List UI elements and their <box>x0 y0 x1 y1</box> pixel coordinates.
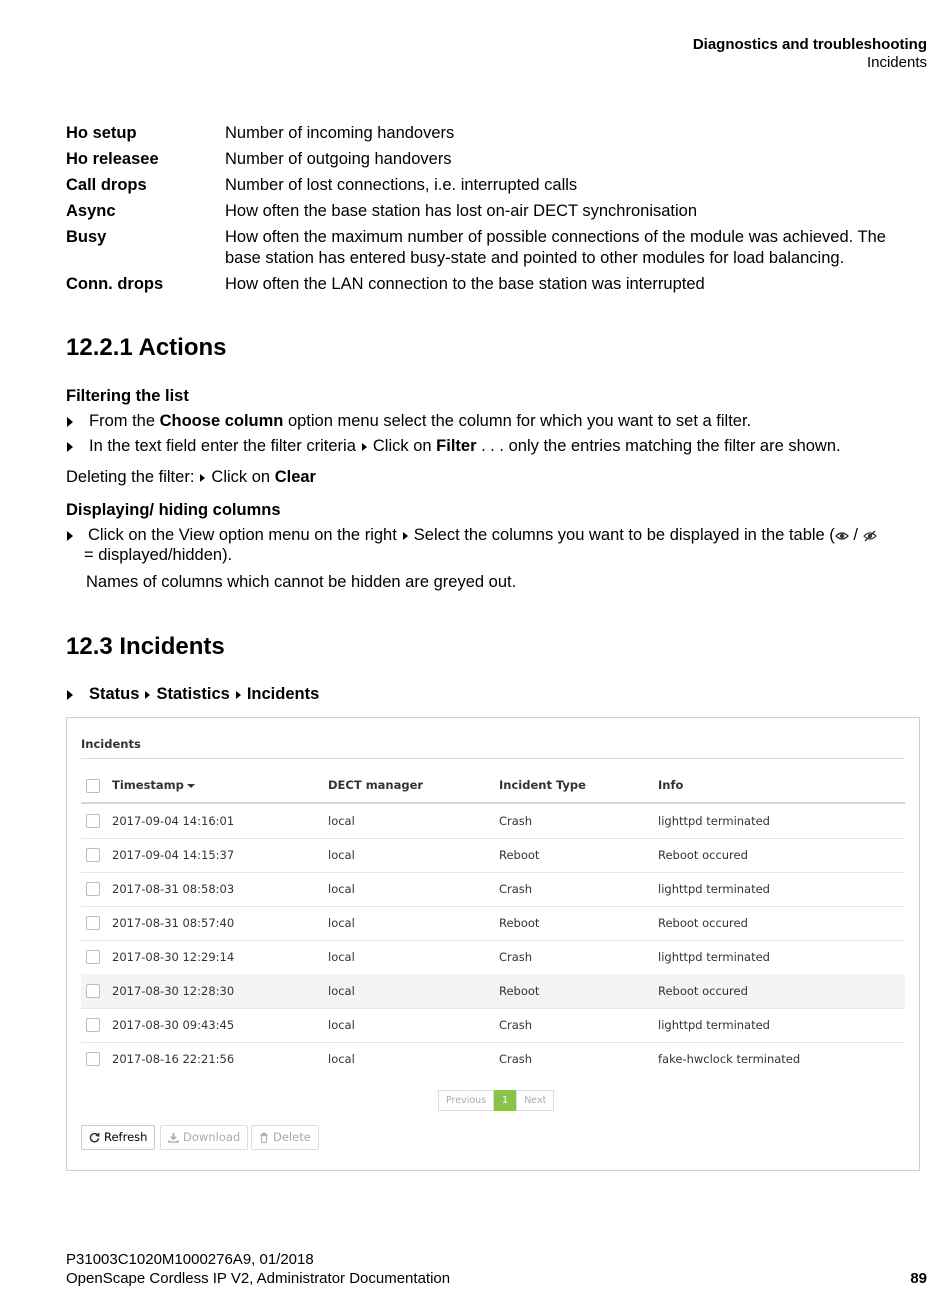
trash-icon <box>259 1132 269 1143</box>
cell-incident-type: Reboot <box>499 916 540 930</box>
cell-timestamp: 2017-08-30 12:28:30 <box>112 984 235 998</box>
cell-dect-manager: local <box>328 950 355 964</box>
definition-desc: Number of incoming handovers <box>225 124 455 142</box>
download-button[interactable]: Download <box>160 1125 248 1150</box>
divider <box>81 758 905 759</box>
columns-step-1: Click on the View option menu on the right Select the columns you want to be displayed in the table ( / <box>66 526 877 545</box>
cell-dect-manager: local <box>328 1018 355 1032</box>
cell-timestamp: 2017-08-31 08:57:40 <box>112 916 235 930</box>
cell-info: lighttpd terminated <box>658 882 770 896</box>
delete-filter-line: Deleting the filter: Click on Clear <box>66 468 316 486</box>
cell-dect-manager: local <box>328 848 355 862</box>
table-row[interactable] <box>81 974 905 1009</box>
row-checkbox[interactable] <box>86 984 100 998</box>
cell-info: lighttpd terminated <box>658 1018 770 1032</box>
running-header-title: Diagnostics and troubleshooting <box>692 36 927 53</box>
refresh-button[interactable]: Refresh <box>81 1125 155 1150</box>
eye-icon <box>835 531 849 541</box>
ui-term-clear: Clear <box>274 468 316 486</box>
panel-title: Incidents <box>81 737 141 751</box>
section-heading-incidents: 12.3 Incidents <box>66 633 225 660</box>
cell-incident-type: Crash <box>499 814 533 828</box>
cell-dect-manager: local <box>328 984 355 998</box>
bullet-arrow-icon <box>67 442 73 452</box>
row-checkbox[interactable] <box>86 848 100 862</box>
column-header-info[interactable]: Info <box>658 778 684 792</box>
sort-desc-icon <box>187 784 195 788</box>
cell-dect-manager: local <box>328 916 355 930</box>
table-row[interactable] <box>81 906 905 941</box>
cell-dect-manager: local <box>328 1052 355 1066</box>
definition-term: Async <box>66 202 116 220</box>
row-checkbox[interactable] <box>86 1052 100 1066</box>
row-checkbox[interactable] <box>86 814 100 828</box>
subheading-columns: Displaying/ hiding columns <box>66 501 281 519</box>
table-row[interactable] <box>81 940 905 975</box>
step-arrow-icon <box>200 474 205 482</box>
column-header-incident-type[interactable]: Incident Type <box>499 778 586 792</box>
cell-incident-type: Reboot <box>499 984 540 998</box>
page-number: 89 <box>910 1270 927 1287</box>
ui-term-choose-column: Choose column <box>159 412 284 430</box>
ui-term-filter: Filter <box>436 437 477 455</box>
definition-desc: Number of outgoing handovers <box>225 150 452 168</box>
footer-doc-id: P31003C1020M1000276A9, 01/2018 <box>66 1251 314 1268</box>
cell-timestamp: 2017-09-04 14:15:37 <box>112 848 235 862</box>
table-row[interactable] <box>81 1042 905 1076</box>
row-checkbox[interactable] <box>86 882 100 896</box>
pagination <box>438 1090 554 1111</box>
cell-timestamp: 2017-08-30 12:29:14 <box>112 950 235 964</box>
cell-info: Reboot occured <box>658 848 748 862</box>
definition-term: Call drops <box>66 176 147 194</box>
delete-button[interactable]: Delete <box>251 1125 319 1150</box>
cell-timestamp: 2017-08-16 22:21:56 <box>112 1052 235 1066</box>
cell-incident-type: Crash <box>499 1052 533 1066</box>
step-arrow-icon <box>145 691 150 699</box>
column-header-dect-manager[interactable]: DECT manager <box>328 778 424 792</box>
cell-timestamp: 2017-08-30 09:43:45 <box>112 1018 235 1032</box>
bullet-arrow-icon <box>67 417 73 427</box>
select-all-checkbox[interactable] <box>86 779 100 793</box>
path-incidents: Incidents <box>246 685 320 703</box>
definition-term: Busy <box>66 228 107 246</box>
section-heading-actions: 12.2.1 Actions <box>66 334 227 361</box>
cell-dect-manager: local <box>328 814 355 828</box>
download-icon <box>168 1132 179 1143</box>
cell-incident-type: Crash <box>499 1018 533 1032</box>
cell-info: Reboot occured <box>658 984 748 998</box>
column-header-timestamp[interactable]: Timestamp <box>112 778 195 792</box>
cell-info: lighttpd terminated <box>658 814 770 828</box>
table-row[interactable] <box>81 804 905 839</box>
cell-info: fake-hwclock terminated <box>658 1052 801 1066</box>
definition-desc: Number of lost connections, i.e. interrupted calls <box>225 176 578 194</box>
columns-step-1-cont: = displayed/hidden). <box>84 546 233 564</box>
path-status: Status <box>89 685 140 703</box>
footer-doc-title: OpenScape Cordless IP V2, Administrator Documentation <box>66 1270 451 1287</box>
bullet-arrow-icon <box>67 690 73 700</box>
pager-page-button[interactable]: 1 <box>494 1090 516 1111</box>
menu-path <box>66 685 319 704</box>
definition-desc: How often the base station has lost on-air DECT synchronisation <box>225 202 698 220</box>
definition-desc: How often the maximum number of possible connections of the module was achieved. The base station has entered busy-state and pointed to other modules for load balancing. <box>225 228 886 267</box>
path-statistics: Statistics <box>156 685 230 703</box>
row-checkbox[interactable] <box>86 916 100 930</box>
definition-term: Ho releasee <box>66 150 159 168</box>
columns-note: Names of columns which cannot be hidden are greyed out. <box>86 573 517 591</box>
refresh-icon <box>89 1132 100 1143</box>
definition-desc: How often the LAN connection to the base station was interrupted <box>225 275 705 293</box>
step-arrow-icon <box>362 443 367 451</box>
cell-info: lighttpd terminated <box>658 950 770 964</box>
filter-step-1: From the Choose column option menu select the column for which you want to set a filter. <box>66 412 751 431</box>
pager-next-button[interactable]: Next <box>516 1090 554 1111</box>
filter-step-2: In the text field enter the filter criteria Click on Filter . . . only the entries matching the filter are shown. <box>66 437 841 456</box>
running-header-subtitle: Incidents <box>866 54 927 71</box>
cell-timestamp: 2017-09-04 14:16:01 <box>112 814 235 828</box>
cell-incident-type: Reboot <box>499 848 540 862</box>
step-arrow-icon <box>403 532 408 540</box>
row-checkbox[interactable] <box>86 950 100 964</box>
step-arrow-icon <box>236 691 241 699</box>
table-row[interactable] <box>81 838 905 873</box>
bullet-arrow-icon <box>67 531 73 541</box>
pager-previous-button[interactable]: Previous <box>438 1090 494 1111</box>
row-checkbox[interactable] <box>86 1018 100 1032</box>
table-row[interactable] <box>81 872 905 907</box>
cell-dect-manager: local <box>328 882 355 896</box>
cell-timestamp: 2017-08-31 08:58:03 <box>112 882 235 896</box>
table-row[interactable] <box>81 1008 905 1043</box>
definition-term: Ho setup <box>66 124 137 142</box>
incidents-panel <box>66 717 920 1171</box>
eye-hidden-icon <box>863 530 877 542</box>
subheading-filtering: Filtering the list <box>66 387 189 405</box>
cell-info: Reboot occured <box>658 916 748 930</box>
cell-incident-type: Crash <box>499 950 533 964</box>
definition-term: Conn. drops <box>66 275 164 293</box>
cell-incident-type: Crash <box>499 882 533 896</box>
